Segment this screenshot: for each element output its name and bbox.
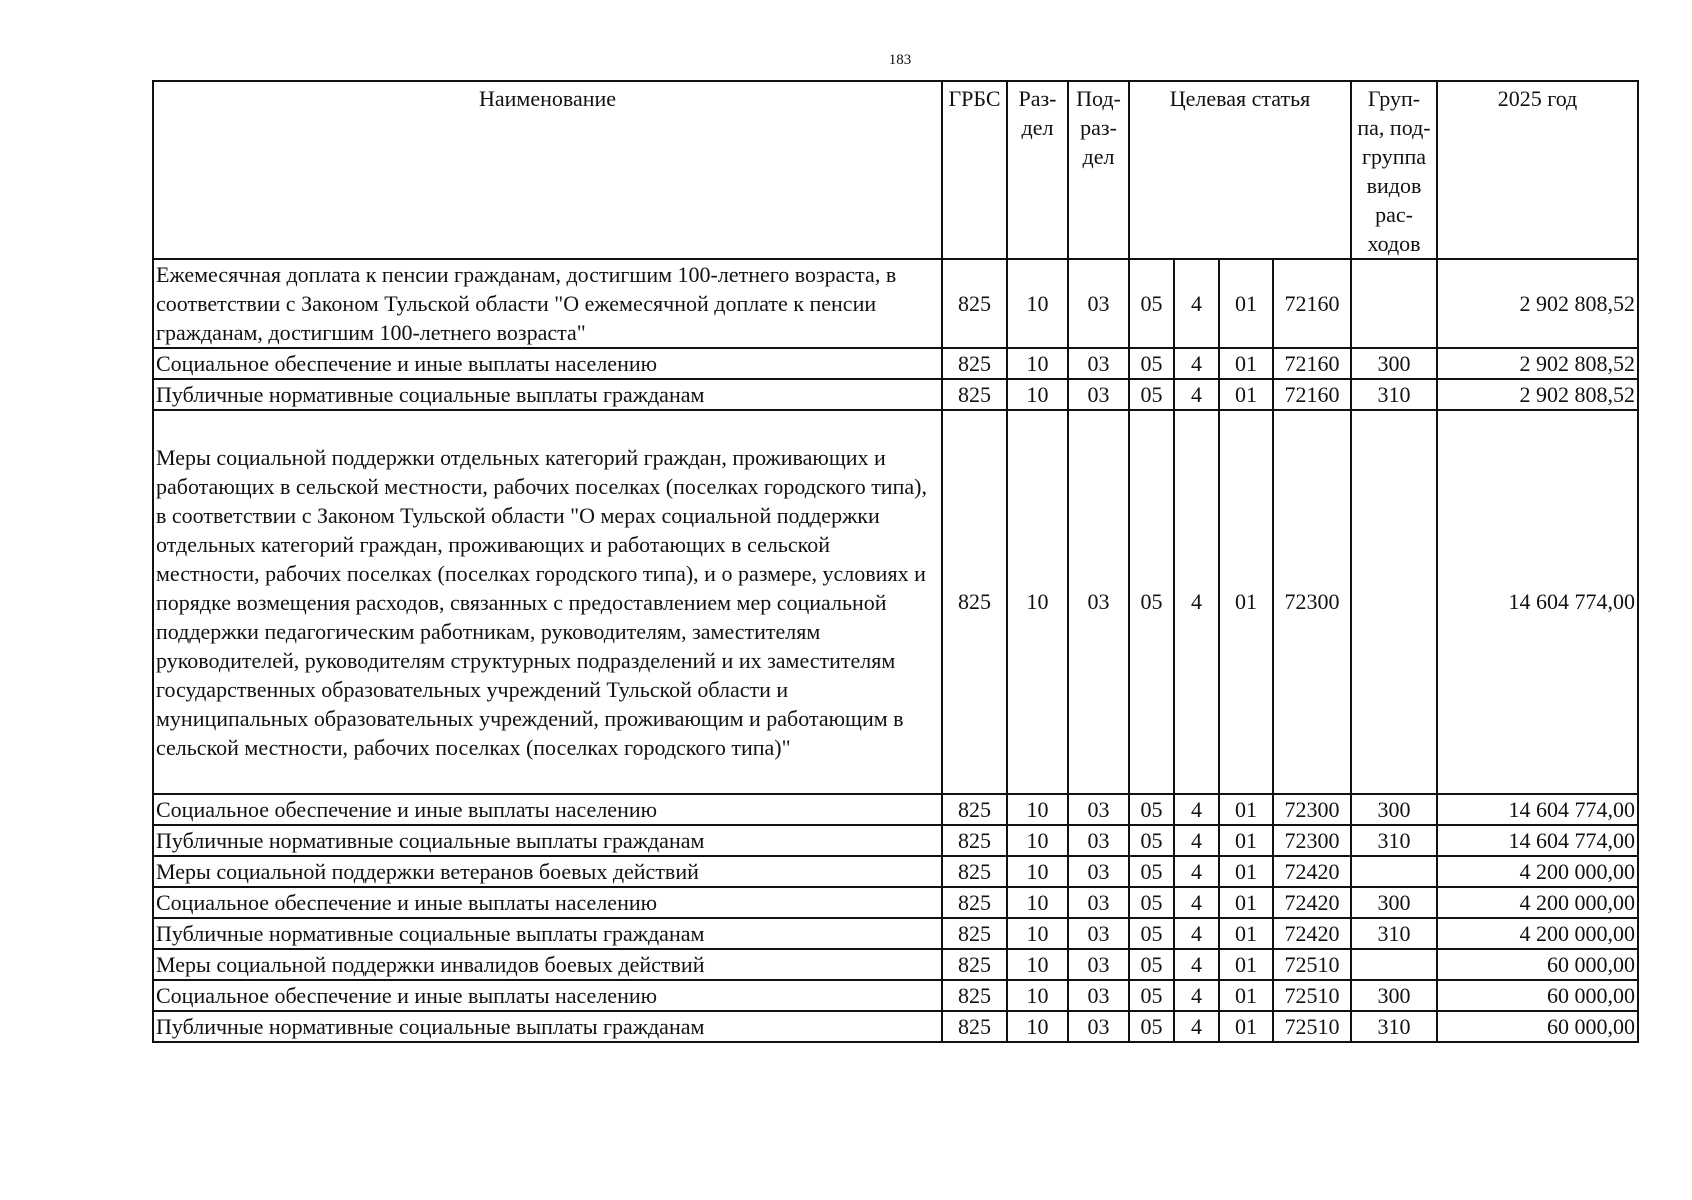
- cell-target-subprogram: 01: [1219, 980, 1273, 1011]
- cell-amount-2025: 60 000,00: [1437, 949, 1638, 980]
- cell-target-program: 05: [1129, 856, 1174, 887]
- cell-podrazdel: 03: [1068, 794, 1129, 825]
- cell-grbs: 825: [942, 887, 1007, 918]
- cell-expense-group: 310: [1351, 825, 1437, 856]
- cell-grbs: 825: [942, 825, 1007, 856]
- cell-expense-group: 310: [1351, 379, 1437, 410]
- cell-target-type: 4: [1174, 259, 1219, 348]
- cell-podrazdel: 03: [1068, 825, 1129, 856]
- cell-podrazdel: 03: [1068, 887, 1129, 918]
- table-row: [153, 887, 1638, 918]
- table-row: [153, 825, 1638, 856]
- cell-podrazdel: 03: [1068, 1011, 1129, 1042]
- cell-razdel: 10: [1007, 918, 1068, 949]
- cell-expense-group: 300: [1351, 348, 1437, 379]
- cell-razdel: 10: [1007, 348, 1068, 379]
- header-podrazdel: Под- раз- дел: [1068, 81, 1129, 259]
- cell-target-direction: 72510: [1273, 980, 1351, 1011]
- cell-name: Публичные нормативные социальные выплаты гражданам: [153, 918, 942, 949]
- cell-podrazdel: 03: [1068, 379, 1129, 410]
- cell-expense-group: [1351, 856, 1437, 887]
- cell-target-subprogram: 01: [1219, 825, 1273, 856]
- cell-expense-group: 300: [1351, 887, 1437, 918]
- table-row: [153, 856, 1638, 887]
- cell-grbs: 825: [942, 918, 1007, 949]
- cell-target-direction: 72420: [1273, 918, 1351, 949]
- cell-name: Социальное обеспечение и иные выплаты населению: [153, 980, 942, 1011]
- cell-amount-2025: 14 604 774,00: [1437, 825, 1638, 856]
- cell-grbs: 825: [942, 1011, 1007, 1042]
- cell-grbs: 825: [942, 794, 1007, 825]
- cell-expense-group: [1351, 410, 1437, 794]
- cell-target-subprogram: 01: [1219, 379, 1273, 410]
- cell-target-type: 4: [1174, 887, 1219, 918]
- cell-amount-2025: 60 000,00: [1437, 1011, 1638, 1042]
- cell-target-direction: 72300: [1273, 410, 1351, 794]
- cell-target-program: 05: [1129, 1011, 1174, 1042]
- cell-target-type: 4: [1174, 1011, 1219, 1042]
- cell-razdel: 10: [1007, 856, 1068, 887]
- cell-target-type: 4: [1174, 825, 1219, 856]
- cell-target-subprogram: 01: [1219, 259, 1273, 348]
- header-year-2025: 2025 год: [1437, 81, 1638, 259]
- cell-target-direction: 72160: [1273, 379, 1351, 410]
- cell-target-program: 05: [1129, 379, 1174, 410]
- cell-name: Публичные нормативные социальные выплаты гражданам: [153, 1011, 942, 1042]
- cell-target-subprogram: 01: [1219, 949, 1273, 980]
- cell-amount-2025: 60 000,00: [1437, 980, 1638, 1011]
- table-row: [153, 379, 1638, 410]
- cell-target-direction: 72510: [1273, 1011, 1351, 1042]
- cell-target-direction: 72420: [1273, 887, 1351, 918]
- table-row: [153, 949, 1638, 980]
- cell-name: Публичные нормативные социальные выплаты гражданам: [153, 825, 942, 856]
- cell-target-direction: 72160: [1273, 348, 1351, 379]
- cell-target-subprogram: 01: [1219, 1011, 1273, 1042]
- cell-target-type: 4: [1174, 856, 1219, 887]
- cell-razdel: 10: [1007, 1011, 1068, 1042]
- cell-grbs: 825: [942, 259, 1007, 348]
- cell-target-subprogram: 01: [1219, 348, 1273, 379]
- cell-target-subprogram: 01: [1219, 856, 1273, 887]
- cell-podrazdel: 03: [1068, 856, 1129, 887]
- cell-target-program: 05: [1129, 918, 1174, 949]
- table-row: [153, 918, 1638, 949]
- cell-amount-2025: 2 902 808,52: [1437, 348, 1638, 379]
- header-grbs: ГРБС: [942, 81, 1007, 259]
- cell-target-type: 4: [1174, 410, 1219, 794]
- cell-name: Публичные нормативные социальные выплаты гражданам: [153, 379, 942, 410]
- cell-target-type: 4: [1174, 949, 1219, 980]
- table-row: [153, 259, 1638, 348]
- cell-expense-group: 310: [1351, 918, 1437, 949]
- cell-target-type: 4: [1174, 794, 1219, 825]
- cell-target-subprogram: 01: [1219, 918, 1273, 949]
- cell-target-program: 05: [1129, 825, 1174, 856]
- cell-podrazdel: 03: [1068, 348, 1129, 379]
- cell-grbs: 825: [942, 379, 1007, 410]
- cell-target-program: 05: [1129, 794, 1174, 825]
- cell-name: Социальное обеспечение и иные выплаты населению: [153, 794, 942, 825]
- cell-expense-group: 300: [1351, 980, 1437, 1011]
- header-target-article: Целевая статья: [1129, 81, 1351, 259]
- cell-amount-2025: 4 200 000,00: [1437, 918, 1638, 949]
- cell-razdel: 10: [1007, 949, 1068, 980]
- cell-amount-2025: 14 604 774,00: [1437, 794, 1638, 825]
- cell-razdel: 10: [1007, 794, 1068, 825]
- cell-podrazdel: 03: [1068, 918, 1129, 949]
- cell-name: Меры социальной поддержки отдельных категорий граждан, проживающих и работающих в сельской местности, рабочих поселках (поселках городского типа), в соответствии с Законом Тульской области "О мерах социальной поддержки отдельных категорий граждан, проживающих и работающих в сельской местности, рабочих поселках (поселках городского типа), и о размере, условиях и порядке возмещения расходов, связанных с предоставлением мер социальной поддержки педагогическим работникам, руководителям, заместителям руководителей, руководителям структурных подразделений и их заместителям государственных образовательных учреждений Тульской области и муниципальных образовательных учреждений, проживающим и работающим в сельской местности, рабочих поселках (поселках городского типа)": [153, 410, 942, 794]
- cell-target-program: 05: [1129, 348, 1174, 379]
- cell-target-direction: 72160: [1273, 259, 1351, 348]
- cell-grbs: 825: [942, 348, 1007, 379]
- cell-target-subprogram: 01: [1219, 887, 1273, 918]
- cell-grbs: 825: [942, 856, 1007, 887]
- cell-expense-group: [1351, 259, 1437, 348]
- cell-target-direction: 72420: [1273, 856, 1351, 887]
- cell-amount-2025: 4 200 000,00: [1437, 856, 1638, 887]
- cell-target-program: 05: [1129, 410, 1174, 794]
- table-header-row: [153, 81, 1638, 259]
- cell-name: Социальное обеспечение и иные выплаты населению: [153, 887, 942, 918]
- cell-razdel: 10: [1007, 980, 1068, 1011]
- cell-name: Ежемесячная доплата к пенсии гражданам, достигшим 100-летнего возраста, в соответствии с Законом Тульской области "О ежемесячной доплате к пенсии гражданам, достигшим 100-летнего возраста": [153, 259, 942, 348]
- cell-target-type: 4: [1174, 379, 1219, 410]
- cell-amount-2025: 2 902 808,52: [1437, 379, 1638, 410]
- cell-amount-2025: 2 902 808,52: [1437, 259, 1638, 348]
- cell-target-direction: 72510: [1273, 949, 1351, 980]
- header-expense-group: Груп- па, под- группа видов рас- ходов: [1351, 81, 1437, 259]
- cell-target-program: 05: [1129, 980, 1174, 1011]
- table-row: [153, 980, 1638, 1011]
- cell-target-program: 05: [1129, 887, 1174, 918]
- cell-expense-group: 300: [1351, 794, 1437, 825]
- cell-expense-group: [1351, 949, 1437, 980]
- header-razdel: Раз- дел: [1007, 81, 1068, 259]
- table-row: [153, 410, 1638, 794]
- cell-razdel: 10: [1007, 887, 1068, 918]
- cell-target-subprogram: 01: [1219, 410, 1273, 794]
- cell-target-type: 4: [1174, 348, 1219, 379]
- cell-target-type: 4: [1174, 918, 1219, 949]
- cell-target-direction: 72300: [1273, 825, 1351, 856]
- budget-table: [152, 80, 1639, 1043]
- cell-razdel: 10: [1007, 379, 1068, 410]
- cell-razdel: 10: [1007, 410, 1068, 794]
- cell-grbs: 825: [942, 949, 1007, 980]
- cell-name: Меры социальной поддержки ветеранов боевых действий: [153, 856, 942, 887]
- cell-podrazdel: 03: [1068, 949, 1129, 980]
- cell-amount-2025: 14 604 774,00: [1437, 410, 1638, 794]
- cell-razdel: 10: [1007, 825, 1068, 856]
- header-name: Наименование: [153, 81, 942, 259]
- cell-podrazdel: 03: [1068, 980, 1129, 1011]
- page-number: 183: [888, 52, 912, 68]
- table-row: [153, 1011, 1638, 1042]
- cell-name: Социальное обеспечение и иные выплаты населению: [153, 348, 942, 379]
- table-row: [153, 348, 1638, 379]
- cell-target-type: 4: [1174, 980, 1219, 1011]
- cell-expense-group: 310: [1351, 1011, 1437, 1042]
- cell-grbs: 825: [942, 410, 1007, 794]
- cell-razdel: 10: [1007, 259, 1068, 348]
- cell-grbs: 825: [942, 980, 1007, 1011]
- cell-podrazdel: 03: [1068, 410, 1129, 794]
- cell-name: Меры социальной поддержки инвалидов боевых действий: [153, 949, 942, 980]
- cell-target-program: 05: [1129, 949, 1174, 980]
- cell-target-program: 05: [1129, 259, 1174, 348]
- cell-amount-2025: 4 200 000,00: [1437, 887, 1638, 918]
- cell-target-subprogram: 01: [1219, 794, 1273, 825]
- cell-target-direction: 72300: [1273, 794, 1351, 825]
- cell-podrazdel: 03: [1068, 259, 1129, 348]
- table-row: [153, 794, 1638, 825]
- table-body: [153, 259, 1638, 1042]
